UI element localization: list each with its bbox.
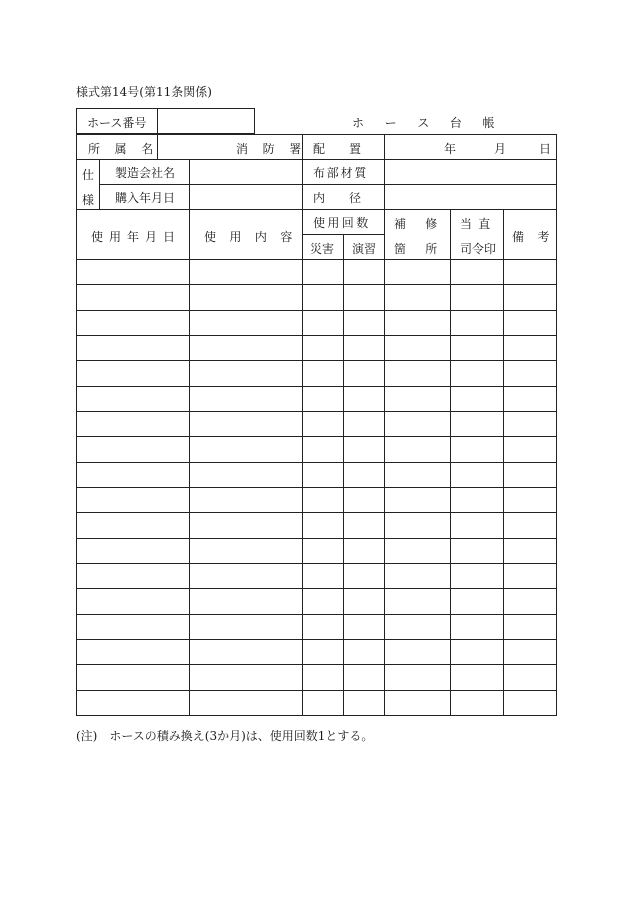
repair-location-cell[interactable] xyxy=(385,513,451,539)
use-content-label: 使 用 内 容 xyxy=(204,230,298,244)
duty-seal-cell[interactable] xyxy=(451,387,504,412)
remarks-cell[interactable] xyxy=(504,387,557,412)
disaster-count-cell[interactable] xyxy=(303,361,344,387)
placement-date-field[interactable] xyxy=(385,134,557,160)
repair-location-cell[interactable] xyxy=(385,260,451,285)
use-content-cell[interactable] xyxy=(190,589,303,615)
use-content-cell[interactable] xyxy=(190,463,303,488)
inner-diameter-label-cell xyxy=(303,185,385,210)
duty-seal-cell[interactable] xyxy=(451,260,504,285)
use-date-cell[interactable] xyxy=(76,412,190,437)
duty-seal-cell[interactable] xyxy=(451,665,504,691)
duty-label-top: 当 直 xyxy=(460,217,492,231)
spec-label-2: 様 xyxy=(82,193,95,207)
column-header-use-content xyxy=(190,210,303,260)
use-content-cell[interactable] xyxy=(190,564,303,589)
drill-count-cell[interactable] xyxy=(344,589,385,615)
use-content-cell[interactable] xyxy=(190,260,303,285)
hose-number-label: ホース番号 xyxy=(87,116,147,130)
use-content-cell[interactable] xyxy=(190,387,303,412)
duty-seal-cell[interactable] xyxy=(451,361,504,387)
use-content-cell[interactable] xyxy=(190,488,303,513)
date-month: 月 xyxy=(494,142,507,156)
drill-label: 演習 xyxy=(352,242,377,256)
drill-count-cell[interactable] xyxy=(344,564,385,589)
disaster-count-cell[interactable] xyxy=(303,285,344,311)
drill-count-cell[interactable] xyxy=(344,691,385,716)
duty-seal-cell[interactable] xyxy=(451,691,504,716)
disaster-count-cell[interactable] xyxy=(303,539,344,564)
drill-count-cell[interactable] xyxy=(344,463,385,488)
use-content-cell[interactable] xyxy=(190,640,303,665)
drill-count-cell[interactable] xyxy=(344,387,385,412)
repair-location-cell[interactable] xyxy=(385,539,451,564)
use-content-cell[interactable] xyxy=(190,615,303,640)
repair-label-bottom: 箇 所 xyxy=(394,242,441,256)
use-date-label: 使用年月日 xyxy=(91,230,182,244)
date-day: 日 xyxy=(539,142,552,156)
purchase-date-label-cell xyxy=(100,185,190,210)
use-date-cell[interactable] xyxy=(76,589,190,615)
manufacturer-label: 製造会社名 xyxy=(115,166,176,180)
use-date-cell[interactable] xyxy=(76,488,190,513)
remarks-cell[interactable] xyxy=(504,589,557,615)
remarks-label: 備 考 xyxy=(512,230,555,244)
disaster-count-cell[interactable] xyxy=(303,336,344,361)
manufacturer-label-cell xyxy=(100,160,190,185)
use-content-cell[interactable] xyxy=(190,285,303,311)
repair-location-cell[interactable] xyxy=(385,615,451,640)
remarks-cell[interactable] xyxy=(504,665,557,691)
drill-count-cell[interactable] xyxy=(344,311,385,336)
repair-location-cell[interactable] xyxy=(385,564,451,589)
use-date-cell[interactable] xyxy=(76,311,190,336)
use-date-cell[interactable] xyxy=(76,285,190,311)
spec-label-cell xyxy=(76,160,100,210)
use-content-cell[interactable] xyxy=(190,336,303,361)
cloth-material-field[interactable] xyxy=(385,160,557,185)
repair-location-cell[interactable] xyxy=(385,361,451,387)
use-date-cell[interactable] xyxy=(76,260,190,285)
remarks-cell[interactable] xyxy=(504,463,557,488)
cloth-material-label: 布部材質 xyxy=(313,166,369,180)
placement-label: 配 置 xyxy=(313,142,362,156)
duty-seal-cell[interactable] xyxy=(451,488,504,513)
column-header-disaster xyxy=(303,235,344,260)
use-content-cell[interactable] xyxy=(190,513,303,539)
disaster-count-cell[interactable] xyxy=(303,437,344,463)
disaster-count-cell[interactable] xyxy=(303,589,344,615)
disaster-count-cell[interactable] xyxy=(303,513,344,539)
remarks-cell[interactable] xyxy=(504,539,557,564)
disaster-count-cell[interactable] xyxy=(303,463,344,488)
repair-location-cell[interactable] xyxy=(385,589,451,615)
repair-location-cell[interactable] xyxy=(385,437,451,463)
remarks-cell[interactable] xyxy=(504,361,557,387)
duty-seal-cell[interactable] xyxy=(451,564,504,589)
repair-location-cell[interactable] xyxy=(385,412,451,437)
remarks-cell[interactable] xyxy=(504,513,557,539)
duty-seal-cell[interactable] xyxy=(451,589,504,615)
disaster-count-cell[interactable] xyxy=(303,488,344,513)
disaster-count-cell[interactable] xyxy=(303,387,344,412)
remarks-cell[interactable] xyxy=(504,488,557,513)
column-header-use-count xyxy=(303,210,385,235)
repair-label-top: 補 修 xyxy=(394,217,441,231)
use-content-cell[interactable] xyxy=(190,361,303,387)
column-header-drill xyxy=(344,235,385,260)
fire-station-field[interactable] xyxy=(158,134,307,160)
use-date-cell[interactable] xyxy=(76,564,190,589)
repair-location-cell[interactable] xyxy=(385,488,451,513)
repair-location-cell[interactable] xyxy=(385,336,451,361)
drill-count-cell[interactable] xyxy=(344,285,385,311)
cloth-material-label-cell xyxy=(303,160,385,185)
remarks-cell[interactable] xyxy=(504,285,557,311)
use-content-cell[interactable] xyxy=(190,691,303,716)
duty-seal-cell[interactable] xyxy=(451,412,504,437)
remarks-cell[interactable] xyxy=(504,437,557,463)
remarks-cell[interactable] xyxy=(504,336,557,361)
column-header-use-date xyxy=(76,210,190,260)
duty-seal-cell[interactable] xyxy=(451,640,504,665)
remarks-cell[interactable] xyxy=(504,691,557,716)
use-date-cell[interactable] xyxy=(76,665,190,691)
disaster-count-cell[interactable] xyxy=(303,412,344,437)
use-date-cell[interactable] xyxy=(76,691,190,716)
drill-count-cell[interactable] xyxy=(344,488,385,513)
disaster-count-cell[interactable] xyxy=(303,615,344,640)
duty-seal-cell[interactable] xyxy=(451,539,504,564)
use-content-cell[interactable] xyxy=(190,437,303,463)
duty-seal-cell[interactable] xyxy=(451,311,504,336)
use-date-cell[interactable] xyxy=(76,463,190,488)
repair-location-cell[interactable] xyxy=(385,665,451,691)
drill-count-cell[interactable] xyxy=(344,260,385,285)
hose-number-label-cell xyxy=(76,108,158,134)
duty-seal-cell[interactable] xyxy=(451,437,504,463)
disaster-label: 災害 xyxy=(310,242,335,256)
remarks-cell[interactable] xyxy=(504,412,557,437)
date-year: 年 xyxy=(444,142,457,156)
use-content-cell[interactable] xyxy=(190,665,303,691)
purchase-date-label: 購入年月日 xyxy=(115,191,176,205)
remarks-cell[interactable] xyxy=(504,640,557,665)
repair-location-cell[interactable] xyxy=(385,311,451,336)
drill-count-cell[interactable] xyxy=(344,665,385,691)
drill-count-cell[interactable] xyxy=(344,615,385,640)
hose-number-field[interactable] xyxy=(158,108,255,134)
inner-diameter-field[interactable] xyxy=(385,185,557,210)
use-date-cell[interactable] xyxy=(76,336,190,361)
remarks-cell[interactable] xyxy=(504,311,557,336)
disaster-count-cell[interactable] xyxy=(303,260,344,285)
remarks-cell[interactable] xyxy=(504,615,557,640)
drill-count-cell[interactable] xyxy=(344,539,385,564)
duty-seal-cell[interactable] xyxy=(451,513,504,539)
use-date-cell[interactable] xyxy=(76,513,190,539)
drill-count-cell[interactable] xyxy=(344,640,385,665)
repair-location-cell[interactable] xyxy=(385,691,451,716)
use-date-cell[interactable] xyxy=(76,387,190,412)
footnote: (注) ホースの積み換え(3か月)は、使用回数1とする。 xyxy=(76,729,374,743)
disaster-count-cell[interactable] xyxy=(303,665,344,691)
placement-label-cell xyxy=(303,134,385,160)
inner-diameter-label: 内 径 xyxy=(313,191,362,205)
repair-location-cell[interactable] xyxy=(385,387,451,412)
repair-location-cell[interactable] xyxy=(385,285,451,311)
purchase-date-field[interactable] xyxy=(190,185,303,210)
drill-count-cell[interactable] xyxy=(344,361,385,387)
duty-seal-cell[interactable] xyxy=(451,285,504,311)
affiliation-label: 所 属 名 xyxy=(88,142,159,156)
column-header-duty xyxy=(451,210,504,260)
repair-location-cell[interactable] xyxy=(385,463,451,488)
ledger-title: ホ ー ス 台 帳 xyxy=(352,116,503,130)
disaster-count-cell[interactable] xyxy=(303,564,344,589)
drill-count-cell[interactable] xyxy=(344,412,385,437)
drill-count-cell[interactable] xyxy=(344,437,385,463)
disaster-count-cell[interactable] xyxy=(303,640,344,665)
use-date-cell[interactable] xyxy=(76,361,190,387)
duty-seal-cell[interactable] xyxy=(451,336,504,361)
remarks-cell[interactable] xyxy=(504,260,557,285)
duty-seal-cell[interactable] xyxy=(451,615,504,640)
manufacturer-field[interactable] xyxy=(190,160,303,185)
drill-count-cell[interactable] xyxy=(344,513,385,539)
use-content-cell[interactable] xyxy=(190,412,303,437)
remarks-cell[interactable] xyxy=(504,564,557,589)
use-date-cell[interactable] xyxy=(76,615,190,640)
use-date-cell[interactable] xyxy=(76,539,190,564)
use-content-cell[interactable] xyxy=(190,539,303,564)
repair-location-cell[interactable] xyxy=(385,640,451,665)
column-header-remarks xyxy=(504,210,557,260)
fire-station-label: 消 防 署 xyxy=(236,142,307,156)
disaster-count-cell[interactable] xyxy=(303,691,344,716)
spec-label-1: 仕 xyxy=(82,168,95,182)
use-date-cell[interactable] xyxy=(76,640,190,665)
duty-label-bottom: 司令印 xyxy=(460,242,497,256)
duty-seal-cell[interactable] xyxy=(451,463,504,488)
affiliation-label-cell xyxy=(76,134,158,160)
column-header-repair xyxy=(385,210,451,260)
use-date-cell[interactable] xyxy=(76,437,190,463)
disaster-count-cell[interactable] xyxy=(303,311,344,336)
use-content-cell[interactable] xyxy=(190,311,303,336)
use-count-label: 使用回数 xyxy=(313,216,371,230)
drill-count-cell[interactable] xyxy=(344,336,385,361)
form-label: 様式第14号(第11条関係) xyxy=(76,85,212,99)
